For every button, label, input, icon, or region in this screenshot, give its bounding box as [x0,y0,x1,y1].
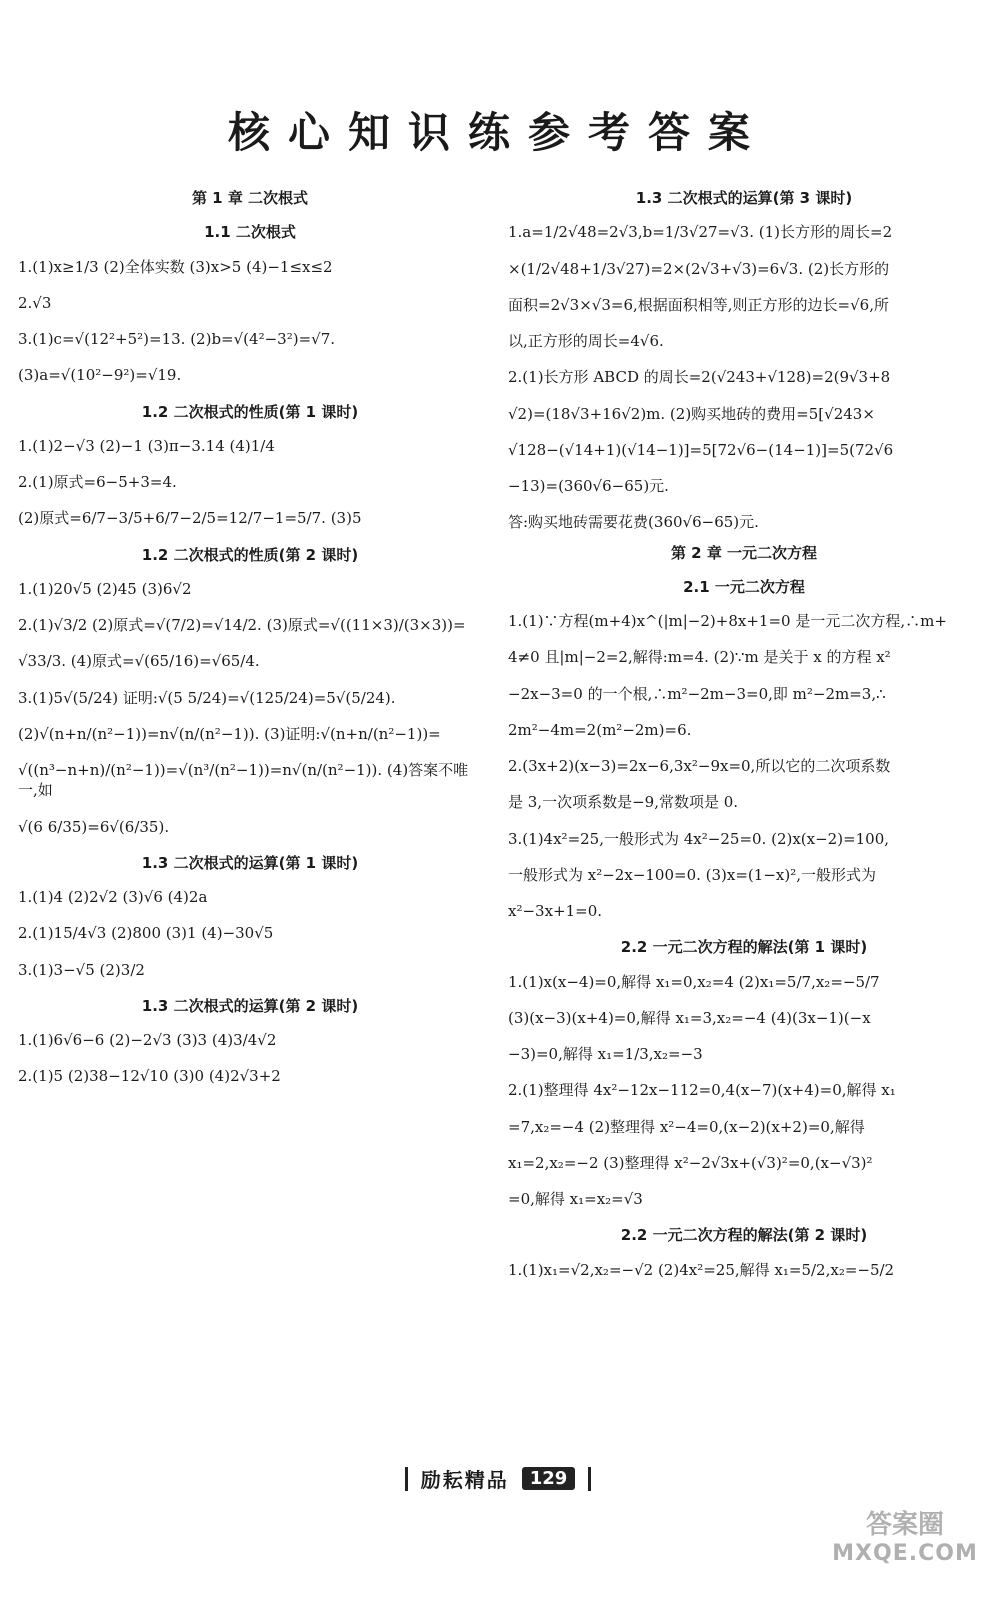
answer-line: 1.(1)∵方程(m+4)x^(|m|−2)+8x+1=0 是一元二次方程,∴m+ [508,612,947,630]
page-footer [0,1464,996,1493]
section-title: 1.1 二次根式 [204,223,296,242]
section-title: 2.2 一元二次方程的解法(第 1 课时) [620,938,868,957]
answer-line: √33/3. (4)原式=√(65/16)=√65/4. [18,652,260,671]
answer-line: 3.(1)3−√5 (2)3/2 [18,960,145,979]
answer-line: √(6 6/35)=6√(6/35). [18,817,170,836]
chapter-title: 第 2 章 一元二次方程 [670,543,818,562]
answer-line: 2.(1)原式=6−5+3=4. [18,473,177,491]
answer-line: 2.(1)√3/2 (2)原式=√(7/2)=√14/2. (3)原式=√((11×3)/(3×3))= [18,616,466,634]
answer-line: (3)a=√(10²−9²)=√19. [18,366,182,385]
answer-line: 3.(1)4x²=25,一般形式为 4x²−25=0. (2)x(x−2)=100, [508,829,890,848]
answer-line: 1.a=1/2√48=2√3,b=1/3√27=√3. (1)长方形的周长=2 [508,223,893,242]
answer-line: 1.(1)x≥1/3 (2)全体实数 (3)x>5 (4)−1≤x≤2 [18,257,333,276]
answer-line: 1.(1)4 (2)2√2 (3)√6 (4)2a [18,888,208,906]
answer-line: 1.(1)2−√3 (2)−1 (3)π−3.14 (4)1/4 [18,436,275,455]
answer-line: 一般形式为 x²−2x−100=0. (3)x=(1−x)²,一般形式为 [508,865,876,884]
section-title: 1.3 二次根式的运算(第 2 课时) [141,996,359,1015]
chapter-title: 第 1 章 二次根式 [191,189,309,207]
answer-line: −13)=(360√6−65)元. [508,477,669,495]
answer-line: 1.(1)x(x−4)=0,解得 x₁=0,x₂=4 (2)x₁=5/7,x₂=−5/7 [508,972,880,991]
watermark [820,1510,990,1568]
answer-line: 2.(3x+2)(x−3)=2x−6,3x²−9x=0,所以它的二次项系数 [508,757,891,775]
section-title: 1.3 二次根式的运算(第 1 课时) [141,853,359,872]
watermark-url: MXQE.COM [832,1541,978,1567]
answer-line: 1.(1)x₁=√2,x₂=−√2 (2)4x²=25,解得 x₁=5/2,x₂=−5/2 [508,1260,895,1279]
section-title: 1.2 二次根式的性质(第 2 课时) [141,545,359,564]
section-title: 2.1 一元二次方程 [683,577,805,596]
right-column [508,178,980,1290]
answer-line: 以,正方形的周长=4√6. [508,332,664,350]
answer-line: √((n³−n+n)/(n²−1))=√(n³/(n²−1))=n√(n/(n²−1)). (4)答案不唯一,如 [18,761,469,800]
footer-divider [405,1467,408,1491]
answer-line: (3)(x−3)(x+4)=0,解得 x₁=3,x₂=−4 (4)(3x−1)(−x [508,1008,871,1027]
section-title: 1.2 二次根式的性质(第 1 课时) [141,402,359,421]
footer-divider [588,1467,591,1491]
answer-line: 2.√3 [18,293,52,312]
answer-line: 2.(1)15/4√3 (2)800 (3)1 (4)−30√5 [18,924,274,943]
page-title: 核心知识练参考答案 [227,108,768,157]
answer-line: 答:购买地砖需要花费(360√6−65)元. [508,513,759,532]
answer-line: (2)原式=6/7−3/5+6/7−2/5=12/7−1=5/7. (3)5 [18,509,362,528]
answer-line: 3.(1)c=√(12²+5²)=13. (2)b=√(4²−3²)=√7. [18,330,336,348]
section-title: 1.3 二次根式的运算(第 3 课时) [635,189,853,207]
left-column [18,178,482,1103]
answer-line: √2)=(18√3+16√2)m. (2)购买地砖的费用=5[√243× [508,404,875,423]
answer-line: =0,解得 x₁=x₂=√3 [508,1190,643,1208]
answer-line: 2m²−4m=2(m²−2m)=6. [508,720,692,739]
answer-line: (2)√(n+n/(n²−1))=n√(n/(n²−1)). (3)证明:√(n+n/(n²−1))= [18,724,441,743]
watermark-text: 答案圈 [865,1510,944,1540]
answer-line: x₁=2,x₂=−2 (3)整理得 x²−2√3x+(√3)²=0,(x−√3)² [508,1153,873,1172]
answer-line: 2.(1)长方形 ABCD 的周长=2(√243+√128)=2(9√3+8 [508,368,891,387]
answer-line: 2.(1)5 (2)38−12√10 (3)0 (4)2√3+2 [18,1067,281,1086]
answer-line: 1.(1)6√6−6 (2)−2√3 (3)3 (4)3/4√2 [18,1031,277,1049]
answer-line: √128−(√14+1)(√14−1)]=5[72√6−(14−1)]=5(72√6 [508,440,894,459]
answer-line: −2x−3=0 的一个根,∴m²−2m−3=0,即 m²−2m=3,∴ [508,684,886,703]
answer-line: x²−3x+1=0. [508,902,603,920]
section-title: 2.2 一元二次方程的解法(第 2 课时) [620,1226,868,1245]
brand-label: 励耘精品 [420,1468,509,1492]
answer-line: 面积=2√3×√3=6,根据面积相等,则正方形的边长=√6,所 [508,295,889,314]
answer-line: −3)=0,解得 x₁=1/3,x₂=−3 [508,1045,703,1063]
answer-line: ×(1/2√48+1/3√27)=2×(2√3+√3)=6√3. (2)长方形的 [508,259,890,278]
answer-line: 2.(1)整理得 4x²−12x−112=0,4(x−7)(x+4)=0,解得 x₁ [508,1081,896,1100]
answer-line: 是 3,一次项系数是−9,常数项是 0. [508,793,739,812]
answer-line: 1.(1)20√5 (2)45 (3)6√2 [18,579,192,598]
answer-line: 4≠0 且|m|−2=2,解得:m=4. (2)∵m 是关于 x 的方程 x² [508,648,891,667]
answer-line: 3.(1)5√(5/24) 证明:√(5 5/24)=√(125/24)=5√(5/24). [18,688,396,707]
page-number: 129 [522,1467,576,1490]
answer-line: =7,x₂=−4 (2)整理得 x²−4=0,(x−2)(x+2)=0,解得 [508,1117,865,1136]
